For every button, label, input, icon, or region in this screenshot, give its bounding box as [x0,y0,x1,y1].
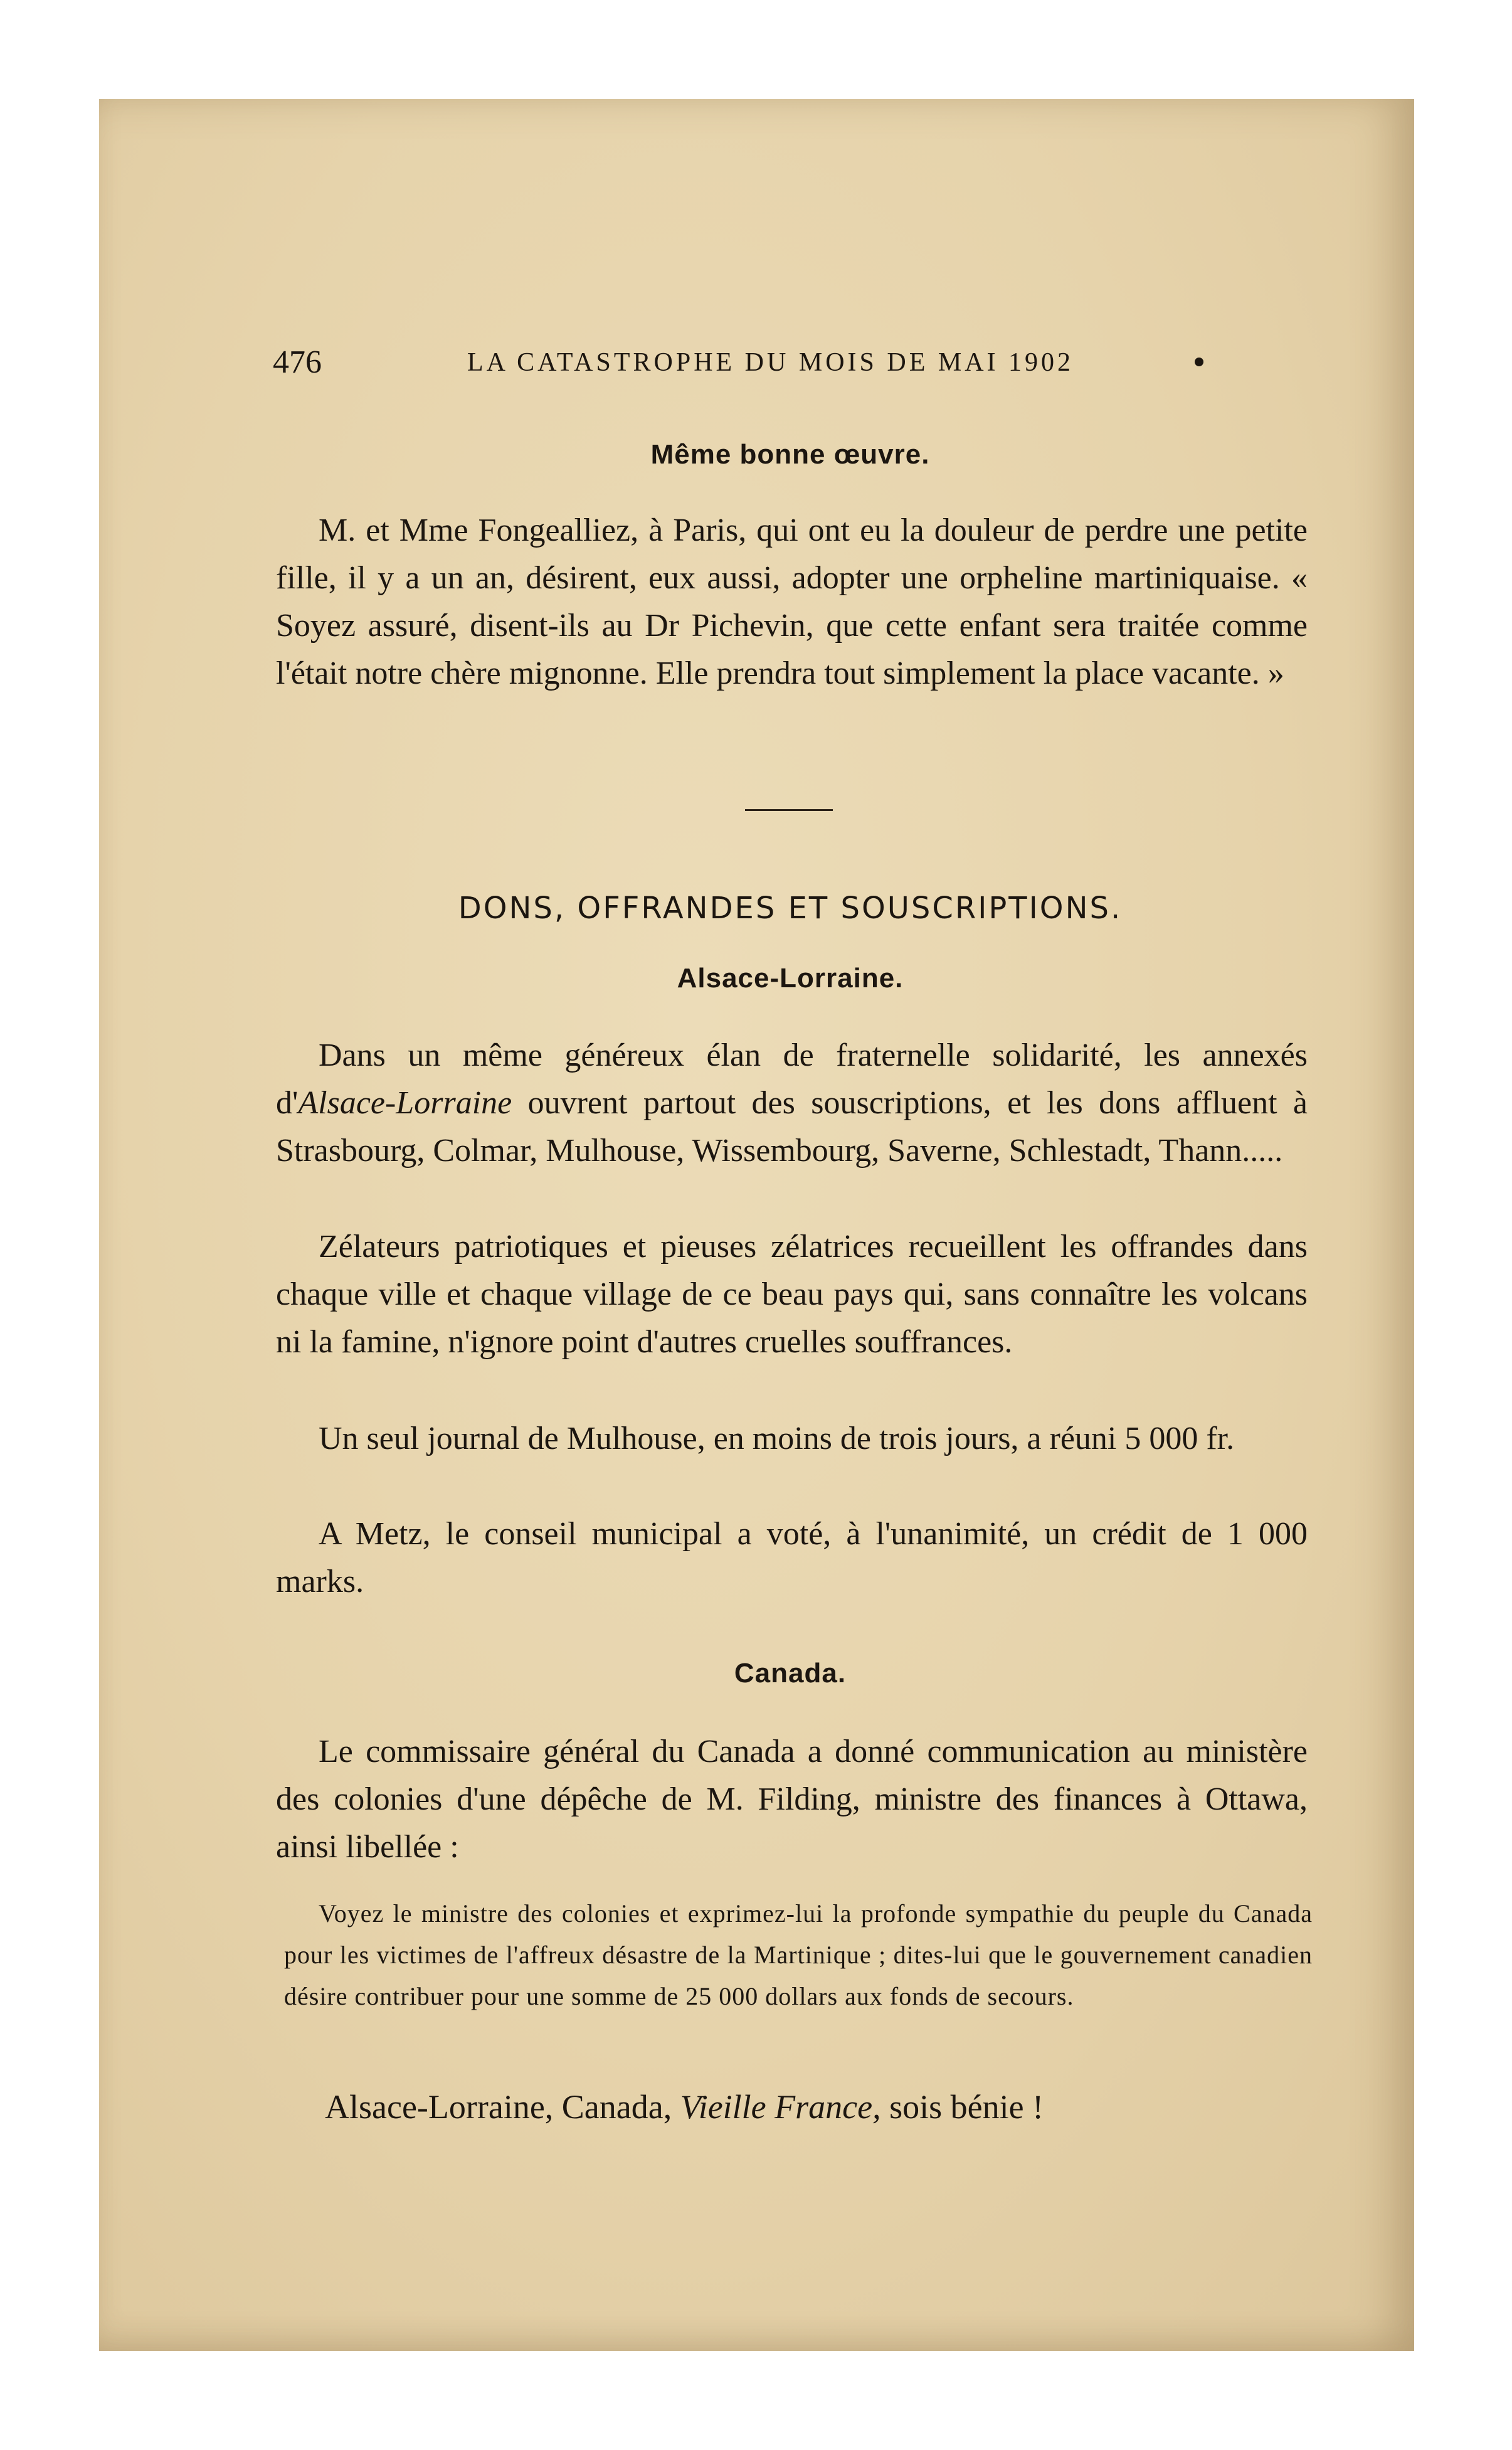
paragraph-zelateurs: Zélateurs patriotiques et pieuses zélatrices recueillent les offrandes dans chaque ville et chaque village de ce beau pays qui, sans connaître les volcans ni la famine, n'ignore point d'autres cruelles souffrances. [276,1229,1308,1360]
subheading-canada: Canada. [734,1658,847,1689]
section-heading-meme-bonne-oeuvre: Même bonne œuvre. [650,439,930,470]
paragraph-text: ouvrent partout des souscriptions, et les dons affluent à Strasbourg, Colmar, Mulhouse, Wissembourg, Saverne, Schlestadt, Thann..... [276,1085,1308,1169]
page-number: 476 [273,344,322,380]
section-divider [745,809,833,811]
ink-dot [1195,358,1203,366]
closing-text: Alsace-Lorraine, Canada, [325,2088,680,2126]
paragraph-metz: A Metz, le conseil municipal a voté, à l'unanimité, un crédit de 1 000 marks. [276,1516,1308,1599]
quoted-telegram: Voyez le ministre des colonies et exprimez-lui la profonde sympathie du peuple du Canada pour les victimes de l'affreux désastre de la Martinique ; dites-lui que le gouvernement canadien désire contribuer pour une somme de 25 000 dollars aux fonds de secours. [284,1899,1313,2010]
running-title: LA CATASTROPHE DU MOIS DE MAI 1902 [467,348,1074,377]
paragraph-commissaire: Le commissaire général du Canada a donné communication au ministère des colonies d'une dépêche de M. Filding, ministre des finances à Ottawa, ainsi libellée : [276,1734,1308,1865]
subheading-alsace-lorraine: Alsace-Lorraine. [677,963,904,994]
closing-text: sois bénie ! [880,2088,1044,2126]
italic-place-name: Alsace-Lorraine [298,1085,512,1121]
paragraph-text: Dans un même généreux élan de fraternelle solidarité, les annexés d' [276,1037,1308,1121]
running-head [273,344,1308,388]
closing-line [325,2087,1044,2126]
paragraph-fongealliez: M. et Mme Fongealliez, à Paris, qui ont eu la douleur de perdre une petite fille, il y a un an, désirent, eux aussi, adopter une orpheline martiniquaise. « Soyez assuré, disent-ils au Dr Pichevin, que cette enfant sera traitée comme l'était notre chère mignonne. Elle prendra tout simplement la place vacante. » [276,512,1308,691]
paragraph-alsace-souscriptions [276,1032,1308,1175]
section-title-dons: DONS, OFFRANDES ET SOUSCRIPTIONS. [458,891,1123,926]
closing-italic: Vieille France, [680,2088,881,2126]
paragraph-mulhouse: Un seul journal de Mulhouse, en moins de trois jours, a réuni 5 000 fr. [319,1421,1235,1456]
